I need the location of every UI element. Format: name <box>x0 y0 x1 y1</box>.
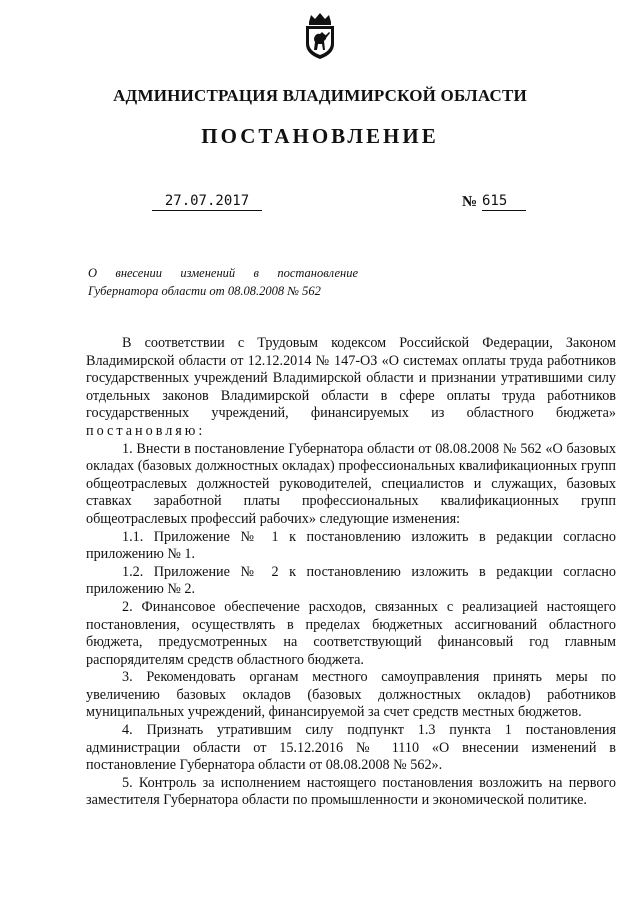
paragraph-4: 4. Признать утратившим силу подпункт 1.3 пункта 1 постановления администрации области от 15.12.2016 № 1110 «О внесении изменений в постановление Губернатора области от 08.08.2008 № 562». <box>86 722 616 774</box>
paragraph-1-1: 1.1. Приложение № 1 к постановлению изложить в редакции согласно приложению № 1. <box>86 528 616 563</box>
subject-line-2: Губернатора области от 08.08.2008 № 562 <box>88 284 321 298</box>
paragraph-1: 1. Внести в постановление Губернатора области от 08.08.2008 № 562 «О базовых окладах (базовых должностных окладах) профессиональных квалификационных групп общеотраслевых должностей руководителей, специалистов и служащих, базовых ставках заработной платы профессиональных квалификационных групп общеотраслевых профессий рабочих» следующие изменения: <box>86 440 616 527</box>
intro-paragraph <box>86 335 616 441</box>
document-number: 615 <box>482 193 526 211</box>
organization-name: АДМИНИСТРАЦИЯ ВЛАДИМИРСКОЙ ОБЛАСТИ <box>113 86 527 105</box>
document-subject <box>88 264 358 300</box>
paragraph-5: 5. Контроль за исполнением настоящего постановления возложить на первого заместителя Губернатора области по промышленности и экономической политике. <box>86 774 616 809</box>
paragraph-2: 2. Финансовое обеспечение расходов, связанных с реализацией настоящего постановления, осуществлять в пределах бюджетных ассигнований областного бюджета, предусмотренных на соответствующий финансовый год главным распорядителям средств областного бюджета. <box>86 598 616 668</box>
document-body <box>86 335 616 810</box>
paragraph-1-2: 1.2. Приложение № 2 к постановлению изложить в редакции согласно приложению № 2. <box>86 563 616 598</box>
document-type: ПОСТАНОВЛЕНИЕ <box>201 124 439 148</box>
number-sign: № <box>462 194 478 210</box>
coat-of-arms-icon <box>301 12 339 60</box>
subject-line-1: О внесении изменений в постановление <box>88 266 358 280</box>
paragraph-3: 3. Рекомендовать органам местного самоуправления принять меры по увеличению базовых окладов (базовых должностных окладов) работников муниципальных учреждений, финансируемой за счет средств местных бюджетов. <box>86 669 616 721</box>
intro-text: В соответствии с Трудовым кодексом Российской Федерации, Законом Владимирской области от 12.12.2014 № 147-ОЗ «О системах оплаты труда работников государственных учреждений Владимирской области и признании утратившими силу отдельных законов Владимирской области в сфере оплаты труда работников государственных учреждений, финансируемых из областного бюджета» <box>86 335 616 422</box>
decree-word: постановляю: <box>86 422 206 439</box>
document-date: 27.07.2017 <box>152 193 262 211</box>
